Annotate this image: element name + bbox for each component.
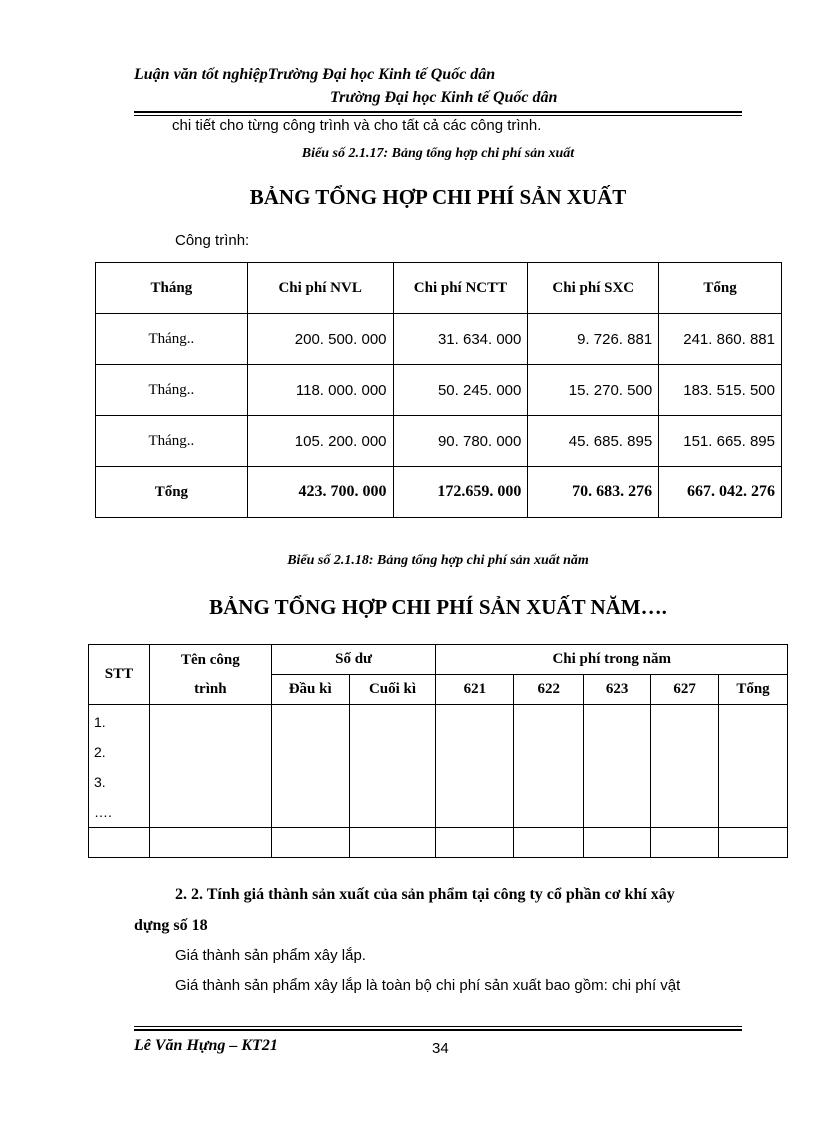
- empty-cell: [651, 705, 719, 828]
- footer-rule-thin: [134, 1026, 742, 1027]
- month-cell: Tháng..: [96, 416, 248, 467]
- subheader-cell: Cuối kì: [349, 675, 436, 705]
- empty-cell: [271, 705, 349, 828]
- value-cell: 50. 245. 000: [393, 365, 528, 416]
- header-cell: Chi phí NVL: [247, 263, 393, 314]
- total-row: [96, 467, 782, 518]
- table-row: [96, 314, 782, 365]
- header-cell: Tháng: [96, 263, 248, 314]
- total-value-cell: 172.659. 000: [393, 467, 528, 518]
- empty-cell: [651, 828, 719, 858]
- empty-cell: [349, 828, 436, 858]
- empty-cell: [436, 705, 514, 828]
- header-rule-thick: [134, 111, 742, 113]
- table-body-row: [89, 705, 788, 828]
- value-cell: 200. 500. 000: [247, 314, 393, 365]
- total-value-cell: 667. 042. 276: [659, 467, 782, 518]
- annual-cost-table: [88, 644, 788, 858]
- stt-item: 2.: [94, 744, 106, 760]
- empty-cell: [149, 705, 271, 828]
- summary-cost-table: [95, 262, 782, 518]
- empty-cell: [149, 828, 271, 858]
- table2-caption: Biểu số 2.1.18: Bảng tổng hợp chi phí sản xuất năm: [287, 553, 589, 568]
- empty-cell: [271, 828, 349, 858]
- project-name-header-line2: trình: [194, 680, 227, 697]
- value-cell: 151. 665. 895: [659, 416, 782, 467]
- table-row: [96, 416, 782, 467]
- stt-item: ….: [94, 804, 112, 820]
- empty-cell: [89, 828, 150, 858]
- value-cell: 241. 860. 881: [659, 314, 782, 365]
- project-name-header-line1: Tên công: [180, 651, 240, 668]
- subheader-cell: Tổng: [719, 675, 788, 705]
- stt-item: 1.: [94, 714, 106, 730]
- table-row: [96, 365, 782, 416]
- value-cell: 183. 515. 500: [659, 365, 782, 416]
- table1-title: BẢNG TỔNG HỢP CHI PHÍ SẢN XUẤT: [249, 185, 627, 209]
- empty-cell: [719, 705, 788, 828]
- empty-cell: [514, 828, 584, 858]
- total-label-cell: Tổng: [96, 467, 248, 518]
- subheader-cell: Đầu kì: [271, 675, 349, 705]
- total-value-cell: 423. 700. 000: [247, 467, 393, 518]
- month-cell: Tháng..: [96, 314, 248, 365]
- total-value-cell: 70. 683. 276: [528, 467, 659, 518]
- stt-header: STT: [89, 645, 150, 705]
- header-title-line1: Luận văn tốt nghiệpTrường Đại học Kinh tế Quốc dân: [134, 66, 496, 83]
- section-heading-line2: dựng số 18: [134, 917, 208, 934]
- month-cell: Tháng..: [96, 365, 248, 416]
- value-cell: 9. 726. 881: [528, 314, 659, 365]
- balance-header: Số dư: [271, 645, 436, 675]
- empty-cell: [584, 828, 651, 858]
- footer-rule-thick: [134, 1029, 742, 1031]
- value-cell: 90. 780. 000: [393, 416, 528, 467]
- subheader-cell: 621: [436, 675, 514, 705]
- value-cell: 31. 634. 000: [393, 314, 528, 365]
- project-label: Công trình:: [175, 232, 250, 249]
- costs-header: Chi phí trong năm: [436, 645, 788, 675]
- header-rule-thin: [134, 115, 742, 116]
- empty-cell: [436, 828, 514, 858]
- empty-cell: [514, 705, 584, 828]
- header-cell: Chi phí NCTT: [393, 263, 528, 314]
- subheader-cell: 622: [514, 675, 584, 705]
- header-title-line2: Trường Đại học Kinh tế Quốc dân: [330, 89, 558, 106]
- intro-text: chi tiết cho từng công trình và cho tất cả các công trình.: [172, 117, 542, 134]
- subheader-cell: 623: [584, 675, 651, 705]
- header-cell: Chi phí SXC: [528, 263, 659, 314]
- empty-cell: [719, 828, 788, 858]
- section-para2: Giá thành sản phẩm xây lắp là toàn bộ chi phí sản xuất bao gồm: chi phí vật: [175, 977, 681, 994]
- table1-caption: Biểu số 2.1.17: Bảng tổng hợp chi phí sản xuất: [301, 146, 575, 161]
- value-cell: 45. 685. 895: [528, 416, 659, 467]
- table-header-row: [96, 263, 782, 314]
- empty-cell: [584, 705, 651, 828]
- header-cell: Tổng: [659, 263, 782, 314]
- value-cell: 15. 270. 500: [528, 365, 659, 416]
- table-header-row: [89, 645, 788, 675]
- project-name-header: [149, 645, 271, 705]
- empty-cell: [349, 705, 436, 828]
- footer-author: Lê Văn Hựng – KT21: [134, 1037, 278, 1054]
- stt-item: 3.: [94, 774, 106, 790]
- value-cell: 105. 200. 000: [247, 416, 393, 467]
- section-heading-line1: 2. 2. Tính giá thành sản xuất của sản phẩm tại công ty cổ phần cơ khí xây: [175, 886, 675, 903]
- table2-title: BẢNG TỔNG HỢP CHI PHÍ SẢN XUẤT NĂM….: [209, 595, 667, 619]
- page-number: 34: [432, 1040, 449, 1057]
- value-cell: 118. 000. 000: [247, 365, 393, 416]
- table-total-row: [89, 828, 788, 858]
- section-para1: Giá thành sản phẩm xây lắp.: [175, 947, 366, 964]
- subheader-cell: 627: [651, 675, 719, 705]
- stt-list-cell: [89, 705, 150, 828]
